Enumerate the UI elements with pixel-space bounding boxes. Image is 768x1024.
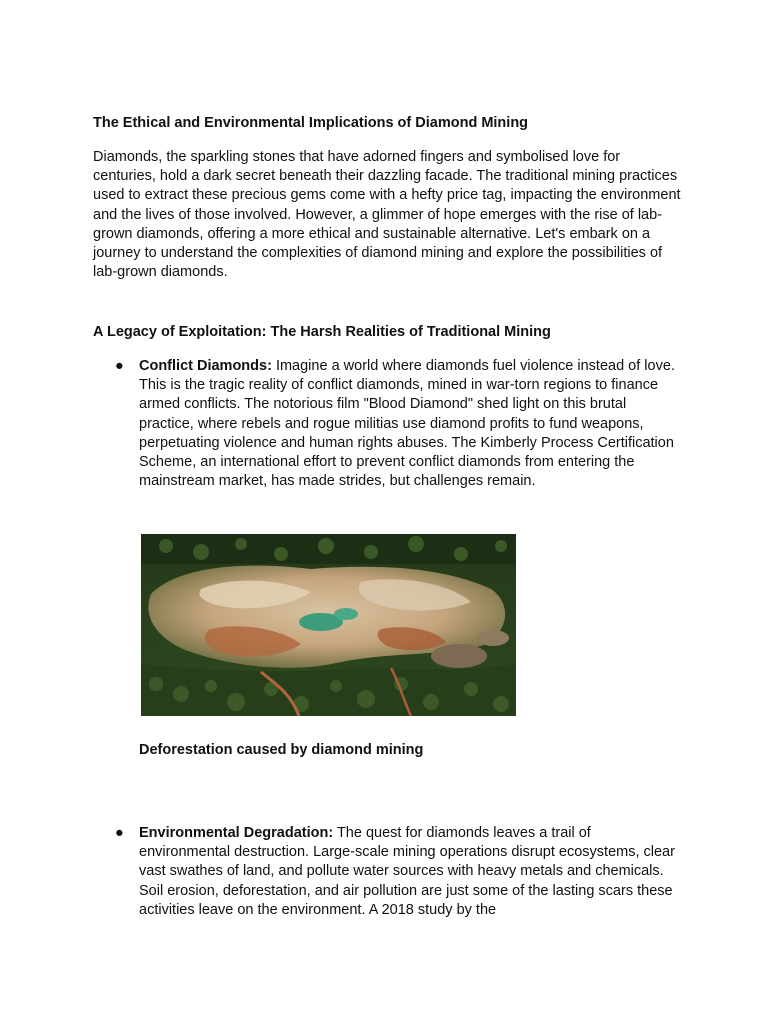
- aerial-mining-image: [141, 534, 516, 716]
- section-heading: A Legacy of Exploitation: The Harsh Realities of Traditional Mining: [93, 324, 551, 340]
- bullet-text: [139, 357, 679, 491]
- deforestation-photo: [141, 534, 516, 716]
- bullet-body: The quest for diamonds leaves a trail of environmental destruction. Large-scale mining operations disrupt ecosystems, clear vast swathes of land, and pollute water sources with heavy metals and chemicals. Soil erosion, deforestation, and air pollution are just some of the lasting scars these activities leave on the environment. A 2018 study by the: [139, 825, 675, 918]
- figure-caption: Deforestation caused by diamond mining: [139, 742, 424, 758]
- bullet-marker: ●: [115, 358, 124, 374]
- document-title: The Ethical and Environmental Implications of Diamond Mining: [93, 115, 529, 131]
- brown-water-pool: [477, 630, 509, 646]
- bullet-marker: ●: [115, 825, 124, 841]
- bullet-lead: Environmental Degradation:: [139, 825, 334, 841]
- forest-band-bottom: [141, 664, 516, 716]
- green-water-pool: [334, 608, 358, 620]
- brown-water-pool: [431, 644, 487, 668]
- bullet-text: [139, 824, 679, 920]
- bullet-body: Imagine a world where diamonds fuel violence instead of love. This is the tragic reality of conflict diamonds, mined in war-torn regions to finance armed conflicts. The notorious film "Blood Diamond" shed light on this brutal practice, where rebels and rogue militias use diamond profits to fund weapons, perpetuating violence and human rights abuses. The Kimberly Process Certification Scheme, an international effort to prevent conflict diamonds from entering the mainstream market, has made strides, but challenges remain.: [139, 358, 675, 490]
- bullet-lead: Conflict Diamonds:: [139, 358, 272, 374]
- intro-paragraph: Diamonds, the sparkling stones that have adorned fingers and symbolised love for centuries, hold a dark secret beneath their dazzling facade. The traditional mining practices used to extract these precious gems come with a hefty price tag, impacting the environment and the lives of those involved. However, a glimmer of hope emerges with the rise of lab-grown diamonds, offering a more ethical and sustainable alternative. Let's embark on a journey to understand the complexities of diamond mining and explore the possibilities of lab-grown diamonds.: [93, 149, 681, 281]
